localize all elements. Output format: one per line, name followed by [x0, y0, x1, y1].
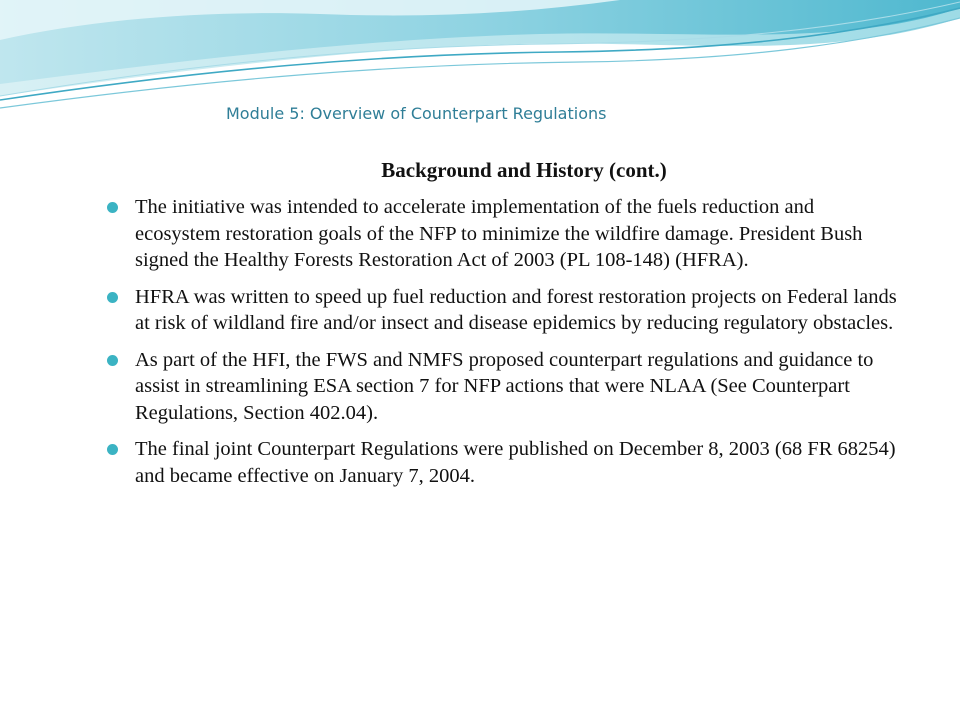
bullet-text: The initiative was intended to accelerate implementation of the fuels reduction and ecosystem restoration goals of the NFP to minimize the wildfire damage. President Bush signed the Healthy Forests Restoration Act of 2003 (PL 108-148) (HFRA).: [135, 196, 863, 271]
bullet-item: [104, 347, 904, 427]
bullet-text: As part of the HFI, the FWS and NMFS proposed counterpart regulations and guidance to assist in streamlining ESA section 7 for NFP actions that were NLAA (See Counterpart Regulations, Section 402.04).: [135, 348, 874, 424]
bullet-text: HFRA was written to speed up fuel reduction and forest restoration projects on Federal lands at risk of wildland fire and/or insect and disease epidemics by reducing regulatory obstacles.: [135, 285, 897, 334]
bullet-item: [104, 284, 904, 337]
bullet-dot-icon: [107, 444, 118, 455]
bullet-item: [104, 436, 904, 489]
bullet-dot-icon: [107, 292, 118, 303]
bullet-dot-icon: [107, 355, 118, 366]
slide-heading: Background and History (cont.): [381, 158, 667, 182]
bullet-list: [104, 194, 904, 499]
bullet-dot-icon: [107, 202, 118, 213]
module-title: Module 5: Overview of Counterpart Regulations: [226, 104, 607, 123]
bullet-item: [104, 194, 904, 274]
bullet-text: The final joint Counterpart Regulations were published on December 8, 2003 (68 FR 68254) and became effective on January 7, 2004.: [135, 438, 896, 487]
